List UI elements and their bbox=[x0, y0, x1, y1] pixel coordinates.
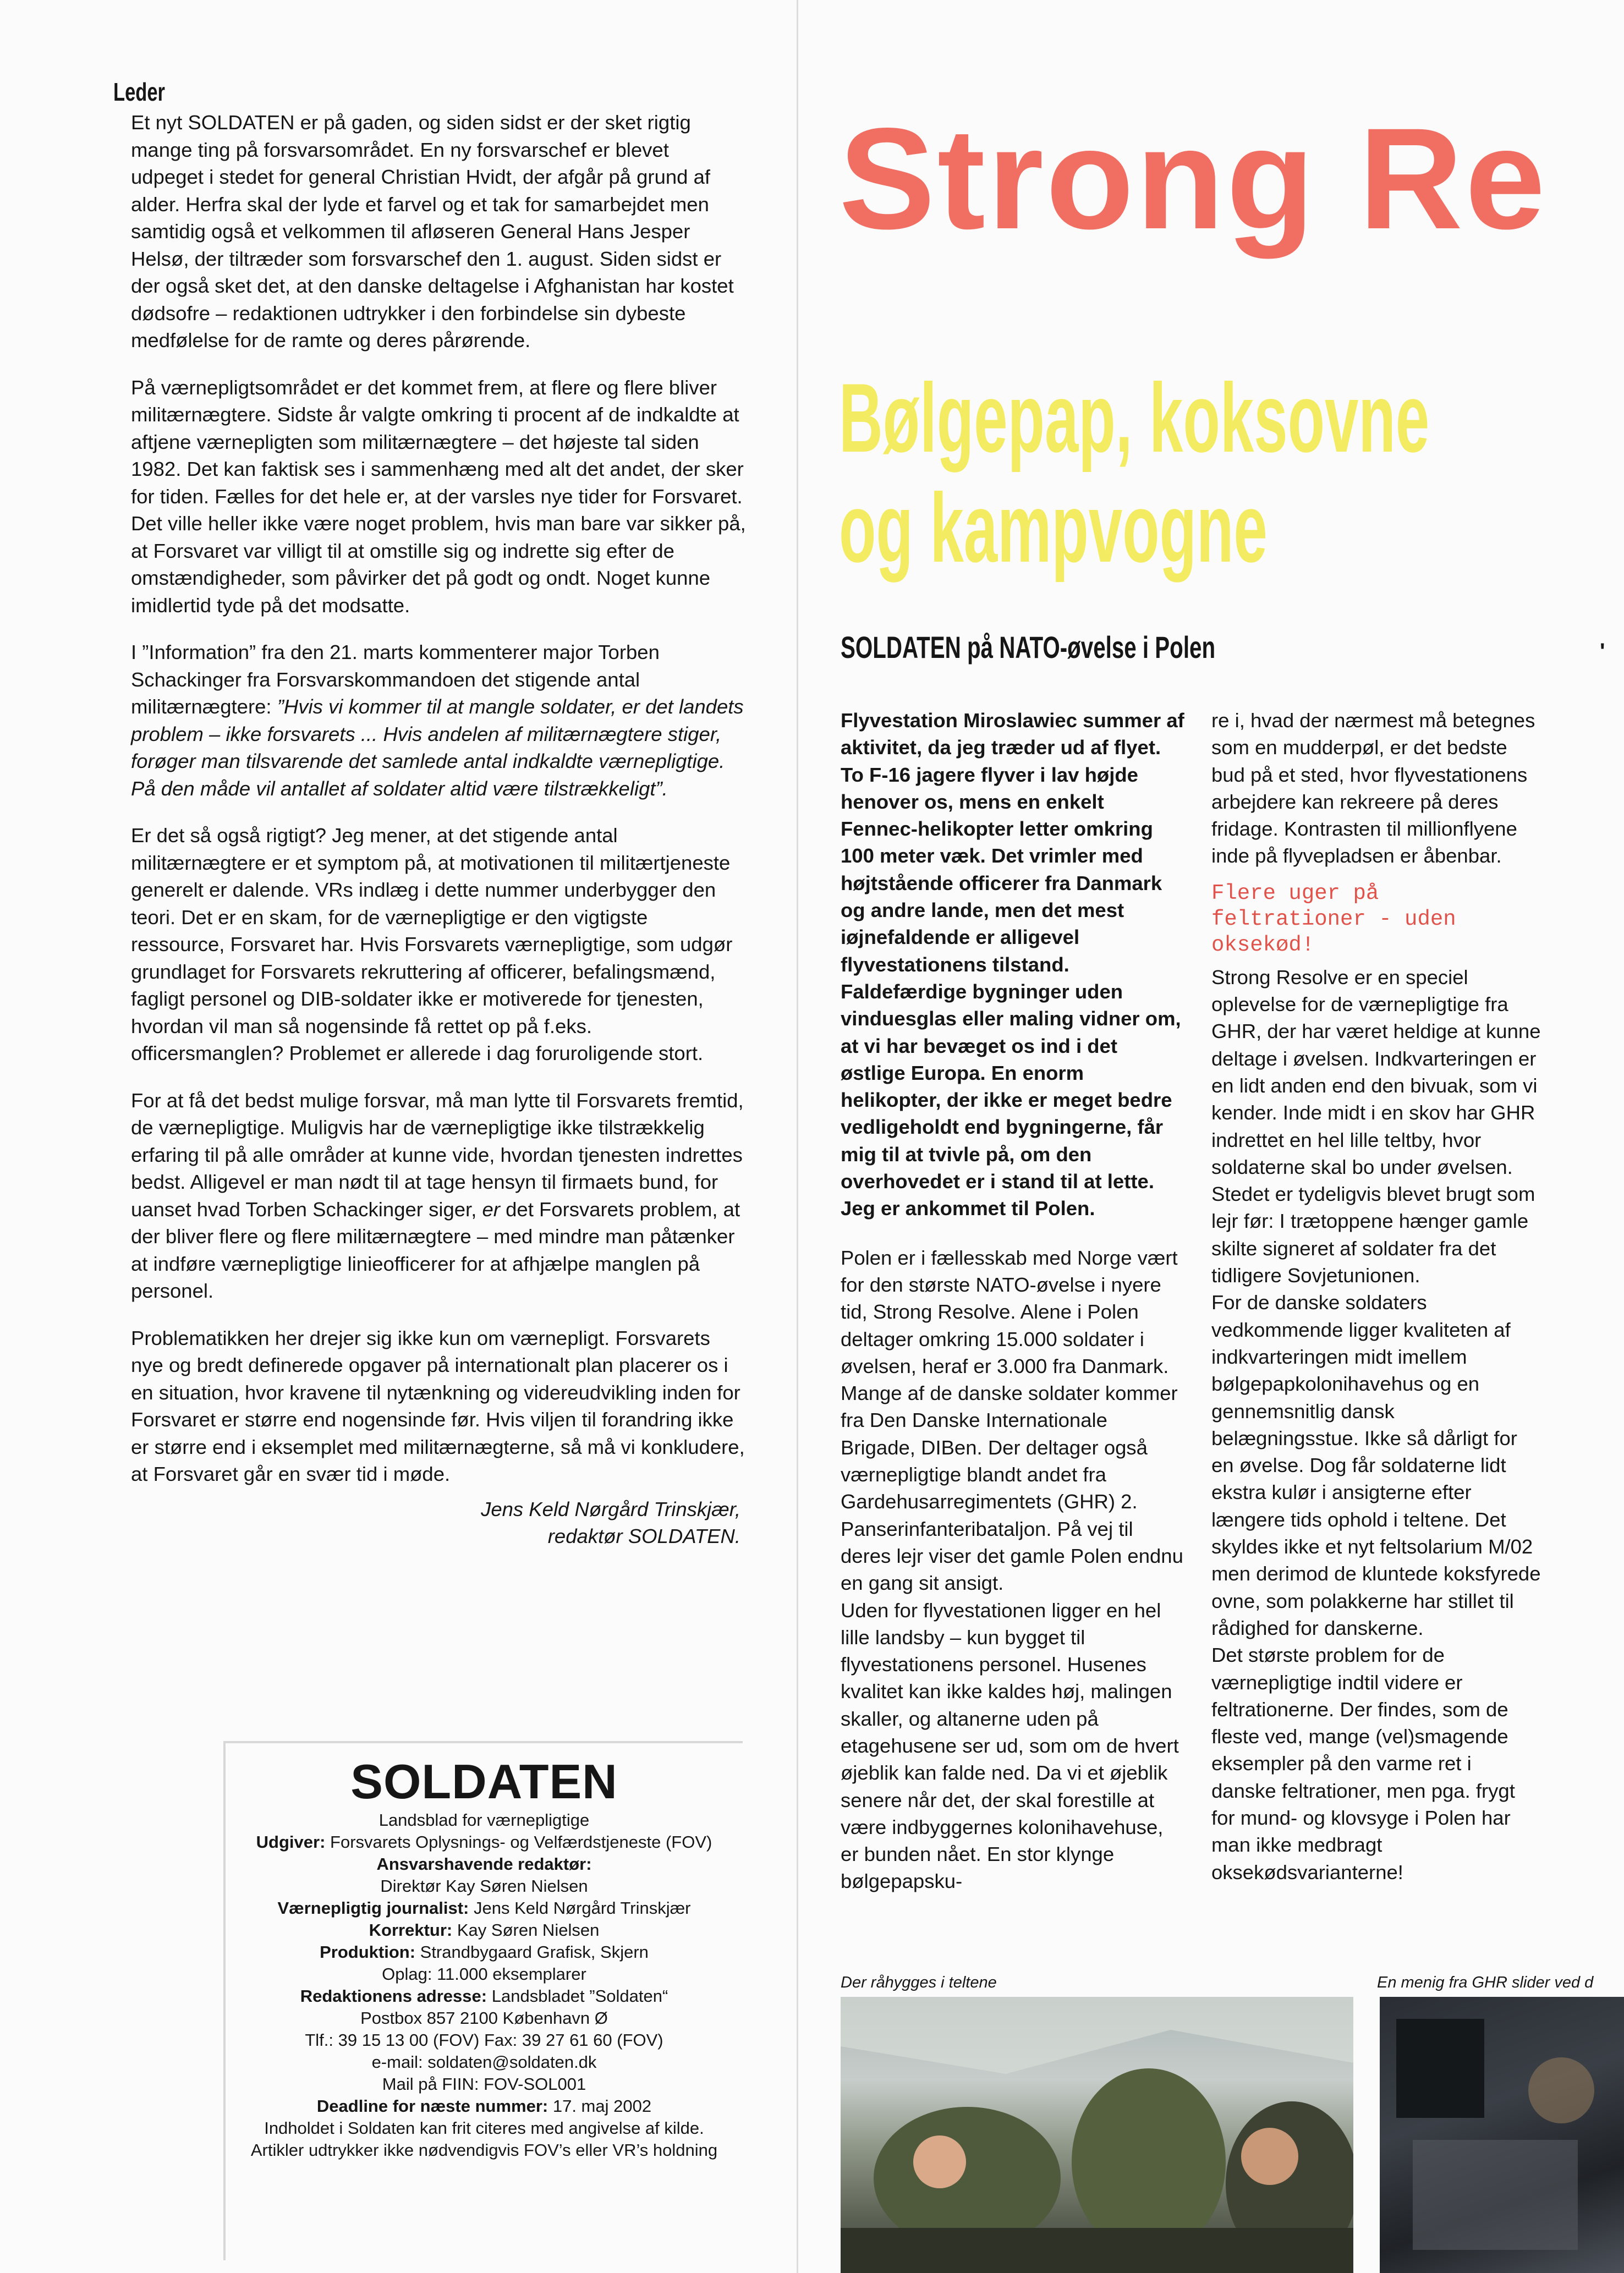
photo-ghr-soldier bbox=[1380, 1997, 1624, 2273]
masthead-tagline: Landsblad for værnepligtige bbox=[378, 1810, 590, 1830]
deadline-label: Deadline for næste nummer: bbox=[316, 2096, 548, 2116]
article-col2-paragraph-5: Det største problem for de værnepligtige indtil videre er feltrationerne. Der findes, som de fleste ved, mange (vel)smagende eksempler på den varme ret i danske feltrationer, men pga. frygt for mund- og klovsyge i Polen har man ikke medbragt oksekødsvarianterne! bbox=[1211, 1644, 1515, 1884]
masthead-editor: Direktør Kay Søren Nielsen bbox=[380, 1876, 588, 1896]
photo-tent-illustration bbox=[841, 1997, 1353, 2273]
masthead-box bbox=[223, 1741, 743, 2260]
proof-value: Kay Søren Nielsen bbox=[457, 1920, 600, 1940]
article-intro: Flyvestation Miroslawiec summer af aktivitet, da jeg træder ud af flyet. To F-16 jagere flyver i lav højde henover os, mens en enkelt Fennec-helikopter letter omkring 100 meter væk. Det vrimler med højtstående officerer fra Danmark og andre lande, men det mest iøjnefaldende er alligevel flyvestationens tilstand. Faldefærdige bygninger uden vinduesglas eller maling vidner om, at vi har bevæget os ind i det østlige Europa. En enorm helikopter, der ikke er meget bedre vedligeholdt end bygningerne, får mig til at tvivle på, om den overhovedet er i stand til at lette. Jeg er ankommet til Polen. bbox=[841, 709, 1184, 1220]
article-col1-paragraph-1: Polen er i fællesskab med Norge vært for den største NATO-øvelse i nyere tid, Strong Resolve. Alene i Polen deltager omkring 15.000 soldater i øvelsen, heraf er 3.000 fra Danmark. Mange af de danske soldater kommer fra Den Danske Internationale Brigade, DIBen. Der deltager også værnepligtige blandt andet fra Gardehusarregimentets (GHR) 2. Panserinfanteribataljon. På vej til deres lejr viser det gamle Polen endnu en gang sit ansigt. bbox=[841, 1246, 1183, 1595]
journalist-label: Værnepligtig journalist: bbox=[277, 1898, 469, 1918]
leader-p5-emphasis: er bbox=[482, 1198, 500, 1221]
masthead-journalist bbox=[226, 1897, 743, 1919]
masthead-circulation: Oplag: 11.000 eksemplarer bbox=[382, 1964, 586, 1984]
journalist-value: Jens Keld Nørgård Trinskjær bbox=[474, 1898, 691, 1918]
masthead-title: SOLDATEN bbox=[350, 1754, 618, 1809]
article-col2-paragraph-1: re i, hvad der nærmest må betegnes som en mudderpøl, er det bedste bud på et sted, hvor flyvestationens arbejdere kan rekreere på deres fridage. Kontrasten til millionflyene inde på flyvepladsen er åbenbar. bbox=[1211, 709, 1535, 868]
masthead-email: e-mail: soldaten@soldaten.dk bbox=[371, 2052, 597, 2072]
address-label: Redaktionens adresse: bbox=[300, 1986, 487, 2006]
leader-paragraph-4: Er det så også rigtigt? Jeg mener, at det stigende antal militærnægtere er et symptom på, at motivationen til militærtjeneste generelt er dalende. VRs indlæg i dette nummer underbygger den teori. Det er en skam, for de værnepligtige er den vigtigste ressource, Forsvaret har. Hvis Forsvarets værnepligtige, som udgør grundlaget for Forsvarets rekruttering af officerer, befalingsmænd, fagligt personel og DIB-soldater ikke er motiverede for tjenesten, hvordan vil man så nogensinde få rettet op på f.eks. officersmanglen? Problemet er allerede i dag foruroligende stort. bbox=[131, 824, 733, 1064]
address-value: Landsbladet ”Soldaten“ bbox=[491, 1986, 668, 2006]
article-headline: Strong Re bbox=[839, 98, 1548, 259]
publisher-value: Forsvarets Oplysnings- og Velfærdstjeneste (FOV) bbox=[330, 1832, 712, 1852]
leader-paragraph-6: Problematikken her drejer sig ikke kun om værnepligt. Forsvarets nye og bredt definerede opgaver på internationalt plan placerer os i en situation, hvor kravene til nytænkning og videreudvikling inden for Forsvaret er større end nogensinde før. Hvis viljen til forandring ikke er større end i eksemplet med militærnægterne, så må vi konkludere, at Forsvaret går en svær tid i møde. bbox=[131, 1326, 745, 1485]
masthead-address bbox=[226, 1985, 743, 2007]
article-col2-paragraph-2: Strong Resolve er en speciel oplevelse for de værnepligtige fra GHR, der har været heldige at kunne deltage i øvelsen. Indkvarteringen er en lidt anden end den bivuak, som vi kender. Inde midt i en skov har GHR indrettet en hel lille teltby, hvor soldaterne skal bo under øvelsen. bbox=[1211, 965, 1541, 1178]
masthead-mail: Mail på FIIN: FOV-SOL001 bbox=[382, 2074, 586, 2094]
leader-paragraph-3 bbox=[131, 639, 746, 802]
leader-p3-text: I ”Information” fra den 21. marts kommenterer major Torben Schackinger fra Forsvarskommandoen det stigende antal militærnægtere: bbox=[131, 641, 660, 718]
masthead-editor-label bbox=[226, 1853, 743, 1875]
column-divider bbox=[797, 0, 798, 2273]
production-label: Produktion: bbox=[320, 1942, 416, 1962]
photo-soldier-illustration bbox=[1380, 1997, 1624, 2273]
signature-name: Jens Keld Nørgård Trinskjær, bbox=[481, 1497, 740, 1520]
masthead-postbox: Postbox 857 2100 København Ø bbox=[360, 2008, 608, 2028]
publisher-label: Udgiver: bbox=[256, 1832, 326, 1852]
leader-p5-text-c: det Forsvarets problem, at der bliver flere og flere militærnægtere – med mindre man påtænker at indføre værnepligtige linieofficerer for at afhjælpe manglen på personel. bbox=[131, 1198, 740, 1302]
leader-p5-text-a: For at få det bedst mulige forsvar, må man lytte til Forsvarets fremtid, de værnepligtige. Muligvis har de værnepligtige ikke tilstrækkelig erfaring til på alle områder at kunne vide, hvordan tjenesten indrettes bedst. Alligevel er man nødt til at tage hensyn til firmaets bund, for uanset hvad Torben Schackinger siger, bbox=[131, 1089, 744, 1221]
masthead-note-2: Artikler udtrykker ikke nødvendigvis FOV’s eller VR’s holdning bbox=[250, 2140, 718, 2160]
photo-caption-2: En menig fra GHR slider ved d bbox=[1377, 1974, 1594, 1991]
masthead-phone: Tlf.: 39 15 13 00 (FOV) Fax: 39 27 61 60 (FOV) bbox=[305, 2030, 663, 2050]
editor-label: Ansvarshavende redaktør: bbox=[376, 1854, 592, 1874]
deadline-value: 17. maj 2002 bbox=[552, 2096, 652, 2116]
leader-title: Leder bbox=[113, 78, 165, 106]
article-col1-paragraph-2: Uden for flyvestationen ligger en hel lille landsby – kun bygget til flyvestationens personel. Husenes kvalitet kan ikke kaldes høj, malingen skaller, og altanerne uden på etagehusene ser ud, som om de hvert øjeblik kan falde ned. Da vi et øjeblik senere når det, der skal forestille at være indbyggernes kolonihavehuse, er bunden nået. En stor klynge bølgepapsku- bbox=[841, 1599, 1179, 1893]
masthead-proof bbox=[226, 1919, 743, 1941]
leader-paragraph-1: Et nyt SOLDATEN er på gaden, og siden sidst er der sket rigtig mange ting på forsvarsområdet. En ny forsvarschef er blevet udpeget i stedet for general Christian Hvidt, der afgår på grund af alder. Herfra skal der lyde et farvel og et tak for samarbejdet men samtidig også et velkommen til afløseren General Hans Jesper Helsø, der tiltræder som forsvarschef den 1. august. Siden sidst er der også sket det, at den danske deltagelse i Afghanistan har kostet dødsofre – redaktionen udtrykker i den forbindelse sin dybeste medfølelse for de ramte og deres pårørende. bbox=[131, 111, 734, 352]
article-subtitle-line-2: og kampvogne bbox=[839, 473, 1268, 583]
article-col2-paragraph-4: For de danske soldaters vedkommende ligger kvaliteten af indkvarteringen midt imellem bølgepapkolonihavehus og en gennemsnitlig dansk belægningsstue. Ikke så dårligt for en øvelse. Dog får soldaterne lidt ekstra kulør i ansigterne efter længere tids ophold i teltene. Det skyldes ikke et nyt feltsolarium M/02 men derimod de kluntede koksfyrede ovne, som polakkerne har stillet til rådighed for danskerne. bbox=[1211, 1291, 1541, 1639]
photo-caption-1: Der råhygges i teltene bbox=[841, 1974, 997, 1991]
article-subtitle-line-1: Bølgepap, koksovne bbox=[839, 363, 1430, 473]
stray-mark: ' bbox=[1600, 639, 1605, 663]
article-kicker: SOLDATEN på NATO-øvelse i Polen bbox=[841, 630, 1216, 665]
article-column-1 bbox=[841, 707, 1184, 1895]
production-value: Strandbygaard Grafisk, Skjern bbox=[420, 1942, 649, 1962]
article-col2-paragraph-3: Stedet er tydeligvis blevet brugt som lejr før: I trætoppene hænger gamle skilte signeret af soldater fra det tidligere Sovjetunionen. bbox=[1211, 1183, 1535, 1287]
masthead-publisher bbox=[226, 1831, 743, 1853]
masthead-note-1: Indholdet i Soldaten kan frit citeres med angivelse af kilde. bbox=[264, 2118, 704, 2138]
signature-role: redaktør SOLDATEN. bbox=[547, 1525, 740, 1547]
article-column-2 bbox=[1211, 707, 1541, 1886]
proof-label: Korrektur: bbox=[369, 1920, 453, 1940]
leader-paragraph-5 bbox=[131, 1087, 746, 1305]
masthead-production bbox=[226, 1941, 743, 1963]
article-subhead: Flere uger på feltrationer - uden oksekød! bbox=[1211, 881, 1456, 957]
masthead-deadline bbox=[226, 2095, 743, 2117]
leader-paragraph-2: På værnepligtsområdet er det kommet frem, at flere og flere bliver militærnægtere. Sidste år valgte omkring ti procent af de indkaldte at aftjene værnepligten som militærnægtere – det højeste tal siden 1982. Det kan faktisk ses i sammenhæng med alt det andet, der sker for tiden. Fælles for det hele er, at der varsles nye tider for Forsvaret. Det ville heller ikke være noget problem, hvis man bare var sikker på, at Forsvaret var villigt til at omstille sig og indrette sig efter de omstændigheder, som påvirker det på godt og ondt. Noget kunne imidlertid tyde på det modsatte. bbox=[131, 376, 746, 617]
leader-column bbox=[113, 77, 746, 1550]
leader-quote: ”Hvis vi kommer til at mangle soldater, er det landets problem – ikke forsvarets ... Hvis andelen af militærnægtere stiger, forøger man tilsvarende det samlede antal indkaldte værnepligtige. På den måde vil antallet af soldater altid være tilstrækkeligt”. bbox=[131, 695, 744, 800]
photo-tent-soldiers bbox=[841, 1997, 1353, 2273]
